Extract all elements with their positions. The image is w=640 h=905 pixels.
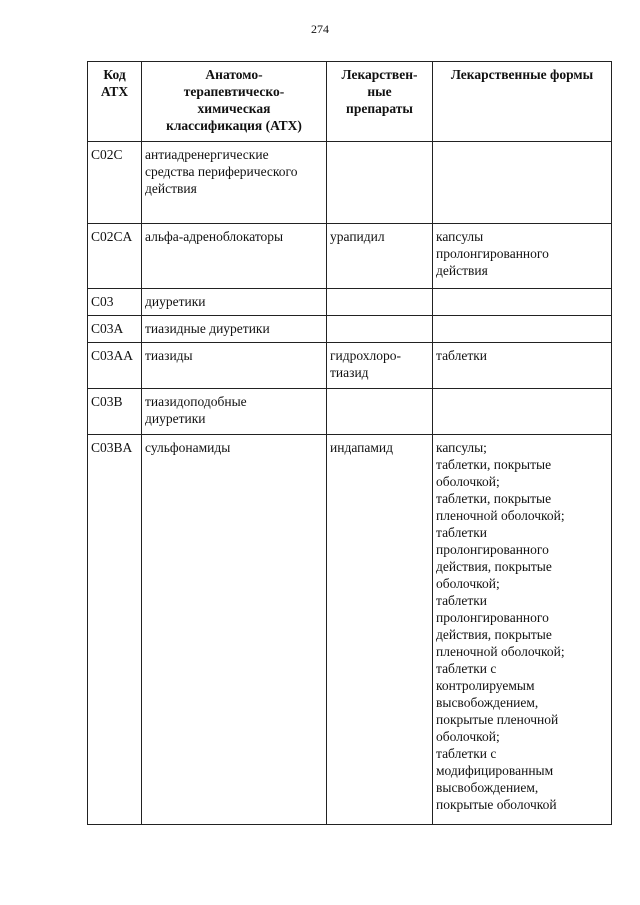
header-forms: Лекарственные формы (433, 62, 612, 142)
cell-code: C03B (88, 389, 142, 435)
cell-drug: урапидил (327, 224, 433, 289)
cell-classification: тиазидные диуретики (142, 316, 327, 343)
header-classification: Анатомо- терапевтическо- химическая классификация (АТХ) (142, 62, 327, 142)
header-drug: Лекарствен- ные препараты (327, 62, 433, 142)
table-row (88, 142, 612, 224)
cell-forms: капсулы пролонгированного действия (433, 224, 612, 289)
cell-forms: таблетки (433, 343, 612, 389)
cell-classification: альфа-адреноблокаторы (142, 224, 327, 289)
cell-forms (433, 142, 612, 224)
cell-code: C03AA (88, 343, 142, 389)
atx-drug-table (87, 61, 612, 825)
cell-classification: тиазидоподобные диуретики (142, 389, 327, 435)
cell-drug (327, 289, 433, 316)
cell-code: C03A (88, 316, 142, 343)
table-row (88, 316, 612, 343)
table-row (88, 389, 612, 435)
table-row (88, 343, 612, 389)
cell-forms: капсулы; таблетки, покрытые оболочкой; таблетки, покрытые пленочной оболочкой; таблетки пролонгированного действия, покрытые оболочкой; таблетки пролонгированного действия, покрытые пленочной оболочкой; таблетки с контролируемым высвобождением, покрытые пленочной оболочкой; таблетки с модифицированным высвобождением, покрытые оболочкой (433, 435, 612, 825)
cell-classification: сульфонамиды (142, 435, 327, 825)
cell-drug: гидрохлоро- тиазид (327, 343, 433, 389)
cell-forms (433, 289, 612, 316)
cell-drug (327, 316, 433, 343)
table-header-row (88, 62, 612, 142)
cell-code: C02CA (88, 224, 142, 289)
cell-classification: антиадренергические средства периферического действия (142, 142, 327, 224)
cell-classification: тиазиды (142, 343, 327, 389)
header-code: Код АТХ (88, 62, 142, 142)
cell-forms (433, 316, 612, 343)
cell-drug (327, 142, 433, 224)
cell-classification: диуретики (142, 289, 327, 316)
cell-drug (327, 389, 433, 435)
cell-code: C02C (88, 142, 142, 224)
table-row (88, 224, 612, 289)
table-row (88, 289, 612, 316)
cell-drug: индапамид (327, 435, 433, 825)
cell-forms (433, 389, 612, 435)
cell-code: C03 (88, 289, 142, 316)
page-number: 274 (311, 22, 329, 36)
table-row (88, 435, 612, 825)
cell-code: C03BA (88, 435, 142, 825)
